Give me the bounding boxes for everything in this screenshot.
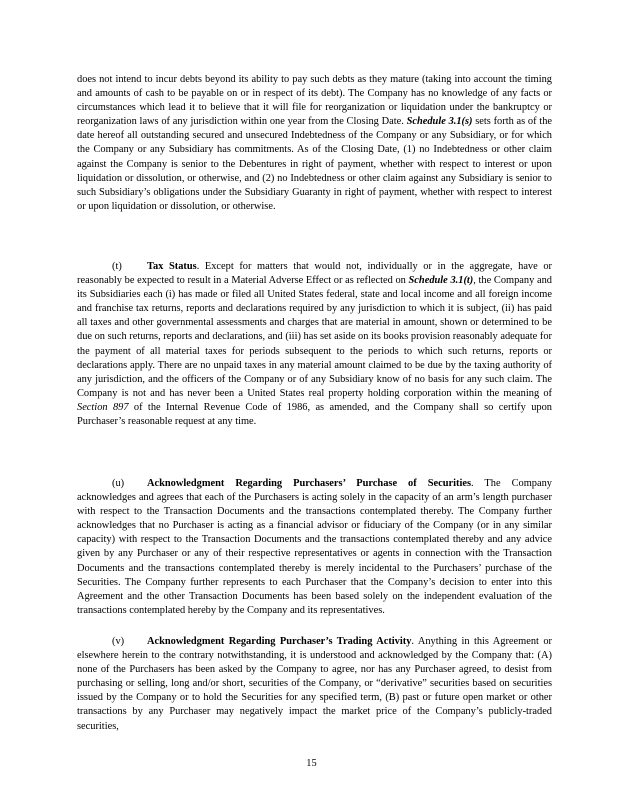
section-897-reference: Section 897: [77, 401, 129, 413]
section-u-heading: Acknowledgment Regarding Purchasers’ Purchase of Securities: [147, 478, 472, 489]
continuation-paragraph: [77, 73, 552, 214]
section-t-text-3: of the Internal Revenue Code of 1986, as amended, and the Company shall so certify upon Purchaser’s reasonable request at any time.: [77, 401, 552, 428]
section-v-heading: Acknowledgment Regarding Purchaser’s Trading Activity: [147, 636, 412, 647]
section-u-text: . The Company acknowledges and agrees that each of the Purchasers is acting solely in the capacity of an arm’s length purchaser with respect to the Transaction Documents and the transactions contemplated thereby. The Company further acknowledges that no Purchaser is acting as a financial advisor or fiduciary of the Company (or in any similar capacity) with respect to the Transaction Documents and the transactions contemplated thereby and any advice given by any Purchaser or any of their respective representatives or agents in connection with the Transaction Documents and the transactions contemplated thereby is merely incidental to the Purchasers’ purchase of the Securities. The Company further represents to each Purchaser that the Company’s decision to enter into this Agreement and the other Transaction Documents has been based solely on the independent evaluation of the transactions contemplated hereby by the Company and its representatives.: [77, 478, 552, 616]
continuation-text-2: sets forth as of the date hereof all outstanding secured and unsecured Indebtedness of the Company or any Subsidiary, or for which the Company or any Subsidiary has commitments. As of the Closing Date, (1) no Indebtedness or other claim against the Company is senior to the Debentures in right of payment, whether with respect to interest or upon liquidation or dissolution, or otherwise, and (2) no Indebtedness or other claim against any Subsidiary is senior to such Subsidiary’s obligations under the Subsidiary Guaranty in right of payment, whether with respect to interest or upon liquidation or dissolution, or otherwise.: [77, 116, 553, 212]
section-t-heading: Tax Status: [147, 261, 197, 272]
schedule-3-1-t-reference: Schedule 3.1(t): [408, 275, 474, 287]
section-v-acknowledgment-trading: [77, 635, 552, 734]
section-t-text-2: , the Company and its Subsidiaries each (i) has made or filed all United States federal, state and local income and all foreign income and franchise tax returns, reports and declarations required by any jurisdiction to which it is subject, (ii) has paid all taxes and other governmental assessments and charges that are material in amount, shown or determined to be due on such returns, reports and declarations, and (iii) has set aside on its books provision reasonably adequate for the payment of all material taxes for periods subsequent to the periods to which such returns, reports or declarations apply. There are no unpaid taxes in any material amount claimed to be due by the taxing authority of any jurisdiction, and the officers of the Company or of any Subsidiary know of no basis for any such claim. The Company is not and has never been a United States real property holding corporation within the meaning of: [77, 275, 552, 399]
section-v-letter: (v): [112, 636, 125, 647]
section-u-acknowledgment-purchase: [77, 477, 552, 618]
section-t-letter: (t): [112, 261, 122, 272]
section-t-tax-status: [77, 260, 552, 429]
page-number: 15: [306, 758, 317, 769]
section-v-text: . Anything in this Agreement or elsewhere herein to the contrary notwithstanding, it is understood and acknowledged by the Company that: (A) none of the Purchasers has been asked by the Company to agree, nor has any Purchaser agreed, to desist from purchasing or selling, long and/or short, securities of the Company, or “derivative” securities based on securities issued by the Company or to hold the Securities for any specified term, (B) past or future open market or other transactions by any Purchaser may negatively impact the market price of the Company’s publicly-traded securities,: [77, 636, 552, 732]
schedule-3-1-s-reference: Schedule 3.1(s): [406, 116, 473, 128]
section-u-letter: (u): [112, 478, 125, 489]
section-t-text-1: . Except for matters that would not, individually or in the aggregate, have or reasonably be expected to result in a Material Adverse Effect or as reflected on: [77, 261, 552, 287]
continuation-text-1: does not intend to incur debts beyond its ability to pay such debts as they mature (taking into account the timing and amounts of cash to be payable on or in respect of its debt). The Company has no knowledge of any facts or circumstances which lead it to believe that it will file for reorganization or liquidation under the bankruptcy or reorganization laws of any jurisdiction within one year from the Closing Date.: [77, 74, 552, 128]
